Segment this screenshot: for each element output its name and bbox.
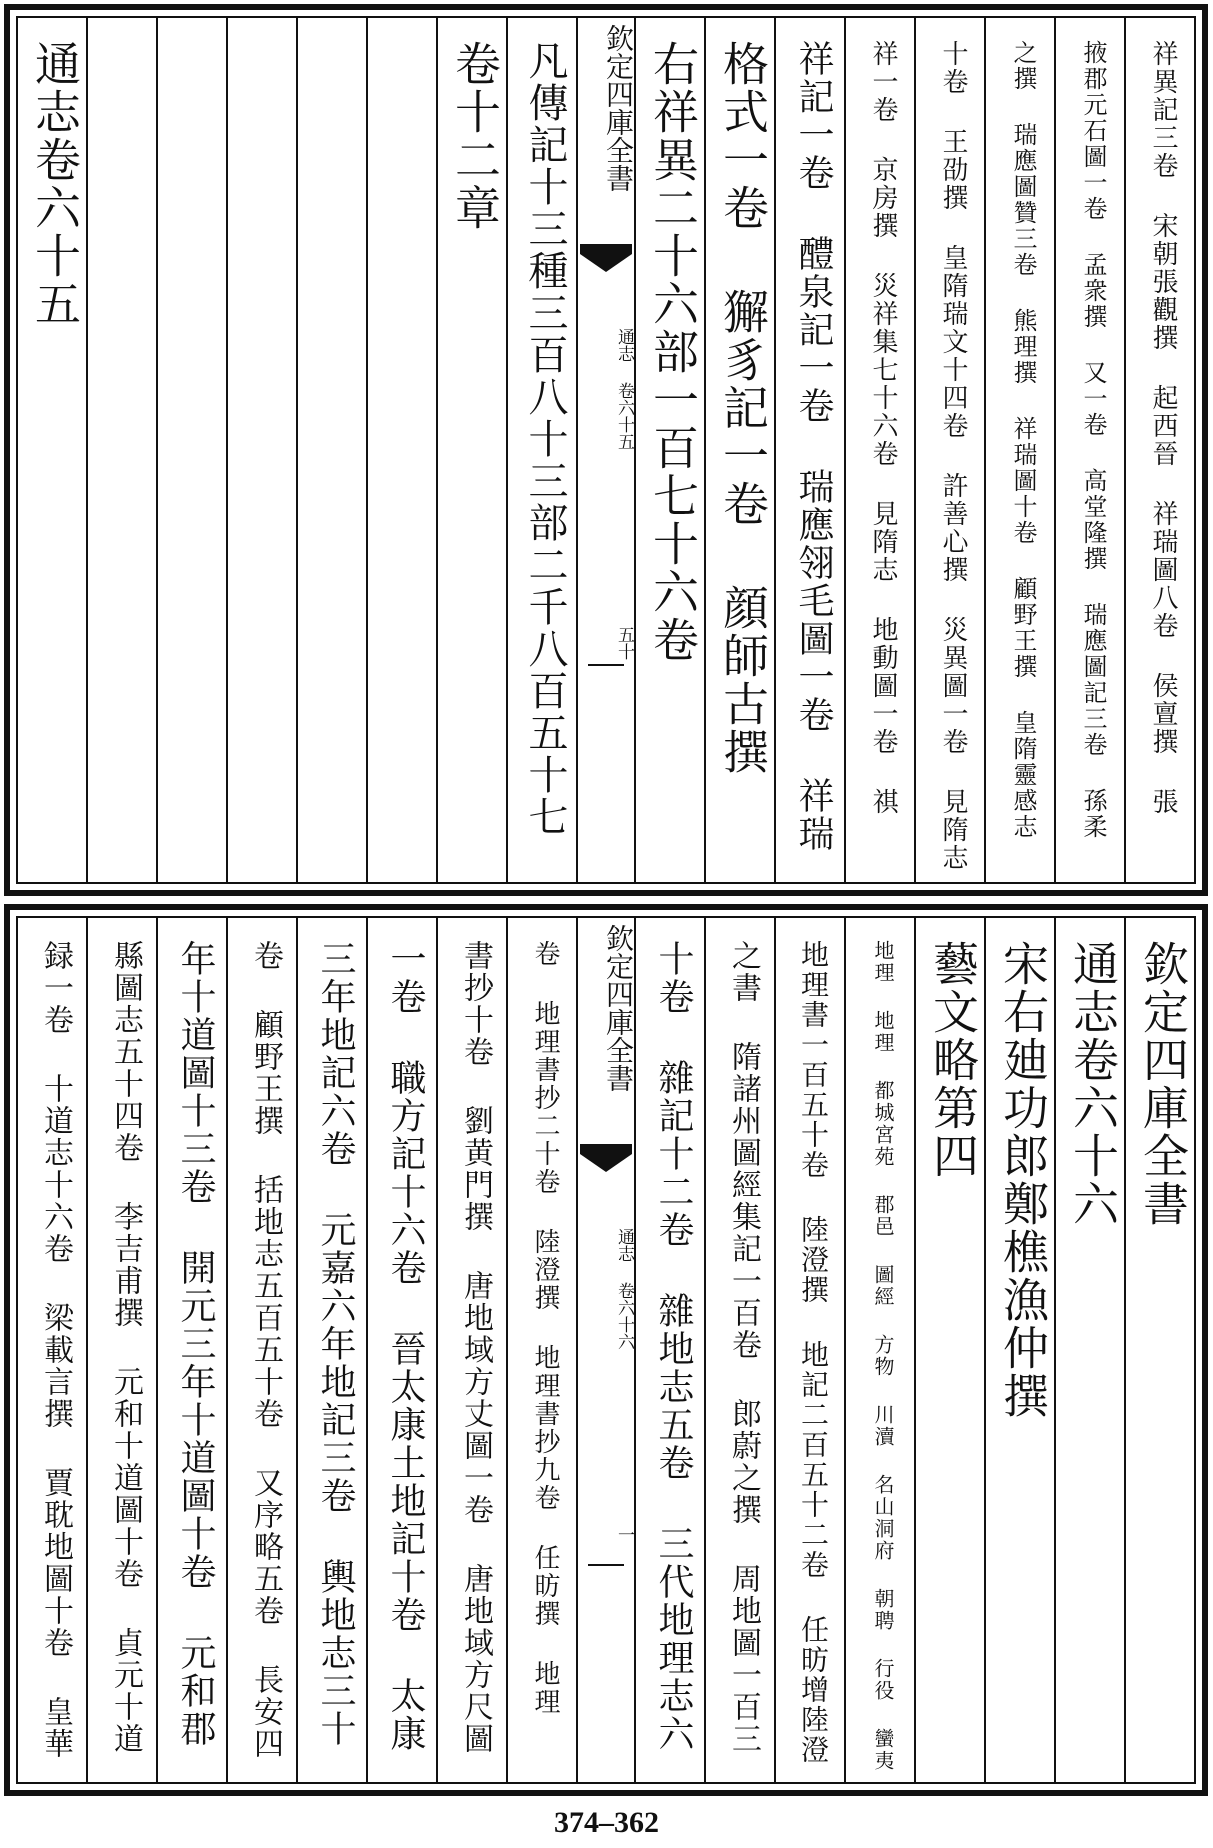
column-text: 地理書一百五十卷 陸澄撰 地記二百五十二卷 任昉增陸澄 bbox=[797, 940, 830, 1765]
column-text: 通志卷六十五 bbox=[28, 40, 82, 328]
text-column bbox=[704, 18, 774, 882]
column-text: 之書 隋諸州圖經集記一百卷 郎蔚之撰 周地圖一百三 bbox=[726, 940, 761, 1755]
column-text: 十卷 雜記十二卷 雜地志五卷 三代地理志六 bbox=[653, 940, 694, 1753]
text-column bbox=[704, 918, 774, 1782]
center-fold-strip bbox=[576, 18, 634, 882]
text-column bbox=[156, 18, 226, 882]
center-rule bbox=[588, 664, 624, 666]
center-subtitle: 通志 卷六十五 bbox=[614, 328, 634, 450]
center-fold-strip bbox=[576, 918, 634, 1782]
column-text: 格式一卷 獬豸記一卷 顔師古撰 bbox=[716, 40, 770, 776]
column-text: 年十道圖十三卷 開元三年十道圖十卷 元和郡 bbox=[175, 940, 216, 1748]
text-column bbox=[844, 918, 914, 1782]
text-column bbox=[366, 18, 436, 882]
lower-columns bbox=[18, 918, 1194, 1782]
column-text: 欽定四庫全書 bbox=[1136, 940, 1190, 1228]
text-column bbox=[296, 18, 366, 882]
text-column bbox=[86, 918, 156, 1782]
column-text: 卷 顧野王撰 括地志五百五十卷 又序略五卷 長安四 bbox=[248, 940, 283, 1760]
column-text: 卷 地理書抄二十卷 陸澄撰 地理書抄九卷 任昉撰 地理 bbox=[530, 940, 560, 1716]
text-column bbox=[366, 918, 436, 1782]
text-column bbox=[634, 18, 704, 882]
column-text: 十卷 王劭撰 皇隋瑞文十四卷 許善心撰 災異圖一卷 見隋志 bbox=[938, 40, 968, 872]
text-column bbox=[18, 918, 86, 1782]
page-footer-number: 374–362 bbox=[554, 1806, 659, 1839]
text-column bbox=[1054, 918, 1124, 1782]
text-column bbox=[226, 918, 296, 1782]
text-column bbox=[984, 918, 1054, 1782]
text-column bbox=[436, 18, 506, 882]
center-page-number: 五十 bbox=[614, 626, 634, 660]
text-column bbox=[436, 918, 506, 1782]
text-column bbox=[226, 18, 296, 882]
column-text: 藝文略第四 bbox=[926, 940, 980, 1180]
column-text: 一卷 職方記十六卷 晉太康土地記十卷 太康 bbox=[385, 940, 426, 1753]
column-text: 掖郡元石圖一卷 孟衆撰 又一卷 高堂隆撰 瑞應圖記三卷 孫柔 bbox=[1079, 40, 1107, 840]
column-text: 祥異記三卷 宋朝張觀撰 起西晉 祥瑞圖八卷 侯亶撰 張 bbox=[1148, 40, 1178, 816]
text-column bbox=[914, 918, 984, 1782]
text-column bbox=[506, 918, 576, 1782]
column-text: 祥一卷 京房撰 災祥集七十六卷 見隋志 地動圖一卷 祺 bbox=[868, 40, 898, 816]
upper-page bbox=[4, 4, 1208, 896]
column-text: 右祥異二十六部一百七十六卷 bbox=[646, 40, 700, 664]
fishtail-mark bbox=[580, 1144, 632, 1172]
text-column bbox=[1124, 918, 1194, 1782]
column-text: 書抄十卷 劉黄門撰 唐地域方丈圖一卷 唐地域方尺圖 bbox=[458, 940, 493, 1755]
text-column bbox=[634, 918, 704, 1782]
lower-page bbox=[4, 904, 1208, 1796]
text-column bbox=[1054, 18, 1124, 882]
center-title: 欽定四庫全書 bbox=[602, 24, 635, 192]
text-column bbox=[296, 918, 366, 1782]
text-column bbox=[18, 18, 86, 882]
column-text: 地理 地理 都城宮苑 郡邑 圖經 方物 川瀆 名山洞府 朝聘 行役 蠻夷 bbox=[871, 940, 895, 1772]
text-column bbox=[984, 18, 1054, 882]
text-column bbox=[774, 918, 844, 1782]
fishtail-mark bbox=[580, 244, 632, 272]
center-page-number: 一 bbox=[614, 1526, 634, 1543]
center-rule bbox=[588, 1564, 624, 1566]
column-text: 録一卷 十道志十六卷 梁載言撰 賈耽地圖十卷 皇華 bbox=[38, 940, 73, 1760]
text-column bbox=[1124, 18, 1194, 882]
text-column bbox=[156, 918, 226, 1782]
text-column bbox=[914, 18, 984, 882]
text-column bbox=[774, 18, 844, 882]
column-text: 之撰 瑞應圖贊三卷 熊理撰 祥瑞圖十卷 顧野王撰 皇隋靈感志 bbox=[1009, 40, 1037, 840]
text-column bbox=[506, 18, 576, 882]
center-title: 欽定四庫全書 bbox=[602, 924, 635, 1092]
upper-columns bbox=[18, 18, 1194, 882]
column-text: 祥記一卷 醴泉記一卷 瑞應翎毛圖一卷 祥瑞 bbox=[793, 40, 834, 853]
column-text: 卷十二章 bbox=[448, 40, 502, 232]
column-text: 縣圖志五十四卷 李吉甫撰 元和十道圖十卷 貞元十道 bbox=[108, 940, 143, 1755]
center-subtitle: 通志 卷六十六 bbox=[614, 1228, 634, 1350]
text-column bbox=[844, 18, 914, 882]
text-column bbox=[86, 18, 156, 882]
column-text: 宋右廸功郎鄭樵漁仲撰 bbox=[996, 940, 1050, 1420]
column-text: 凡傳記十三種三百八十三部二千八百五十七 bbox=[522, 40, 568, 838]
column-text: 通志卷六十六 bbox=[1066, 940, 1120, 1228]
column-text: 三年地記六卷 元嘉六年地記三卷 輿地志三十 bbox=[315, 940, 356, 1748]
